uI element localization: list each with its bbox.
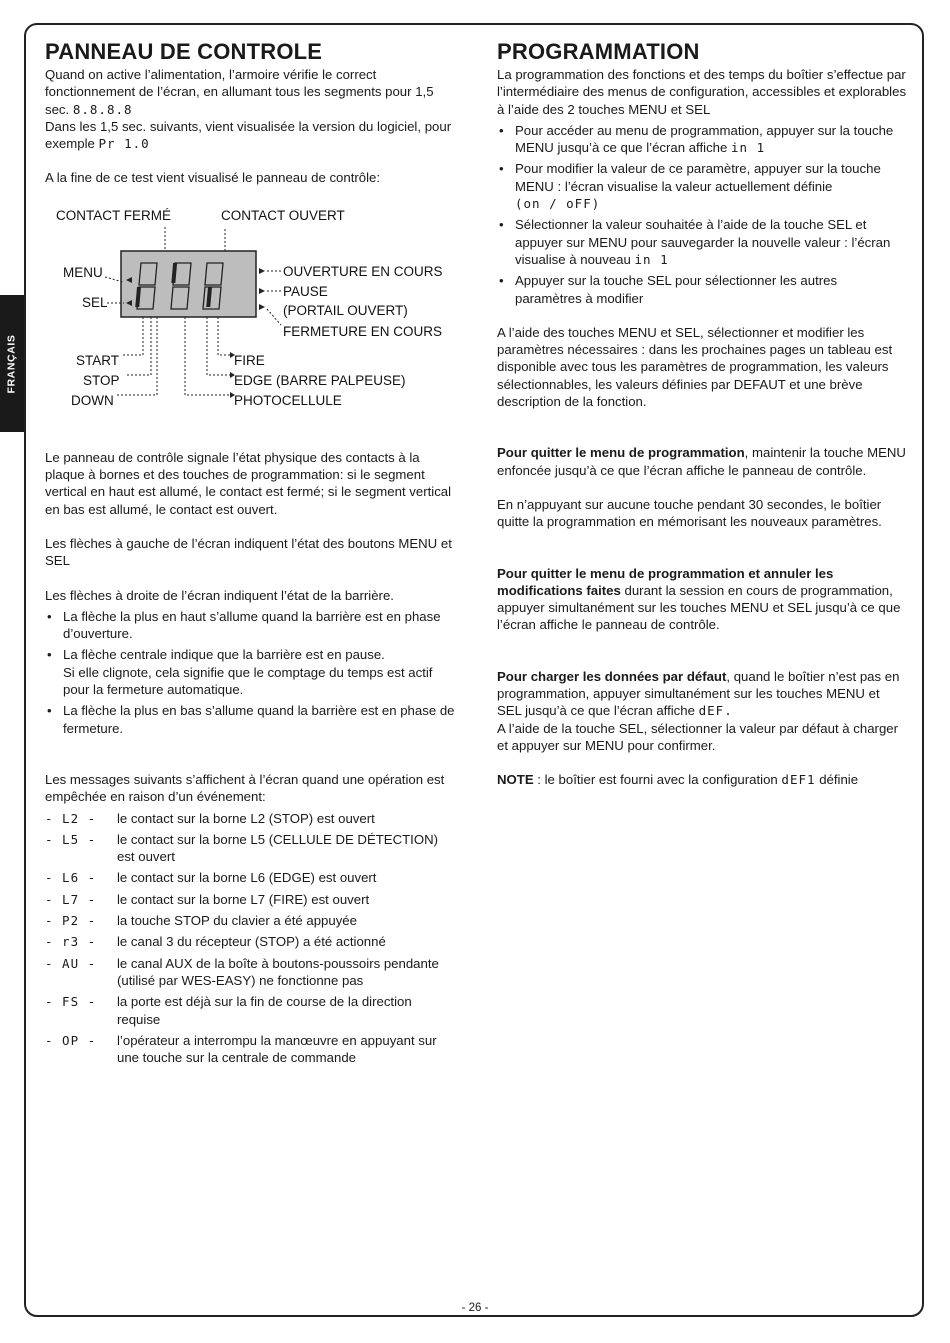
label-menu: MENU <box>63 264 103 280</box>
para-left-arrows: Les flèches à gauche de l’écran indiquent l’état des boutons MENU et SEL <box>45 535 452 569</box>
message-row <box>45 912 455 929</box>
message-code: - L2 - <box>45 810 97 826</box>
message-row <box>45 869 455 886</box>
list-item: • La flèche la plus en haut s’allume quand la barrière est en phase d’ouverture. <box>45 608 455 643</box>
message-text: le canal 3 du récepteur (STOP) a été actionné <box>117 934 386 950</box>
programming-steps <box>497 122 907 307</box>
intro-para-1: Quand on active l’alimentation, l’armoire vérifie le correct fonctionnement de l’écran, en allumant tous les segments pour 1,5 sec. 8.8.8.8 <box>45 67 434 117</box>
message-code: - L7 - <box>45 891 97 907</box>
messages-list <box>45 810 455 1067</box>
message-text: la touche STOP du clavier a été appuyée <box>117 913 357 929</box>
message-code: - OP - <box>45 1032 97 1048</box>
left-column <box>45 38 455 1070</box>
intro-para-3: A la fine de ce test vient visualisé le panneau de contrôle: <box>45 170 381 186</box>
list-item: • Appuyer sur la touche SEL pour sélectionner les autres paramètres à modifier <box>497 272 907 307</box>
label-sel: SEL <box>82 294 108 310</box>
label-contact-ferme: CONTACT FERMÉ <box>56 207 172 223</box>
list-item: • Pour modifier la valeur de ce paramètre, appuyer sur la touche MENU : l’écran visualise la valeur actuellement définie (on / oFF) <box>497 160 907 212</box>
list-item: • Sélectionner la valeur souhaitée à l’aide de la touche SEL et appuyer sur MENU pour sauvegarder la nouvelle valeur : l’écran visualise à nouveau in 1 <box>497 216 907 268</box>
segment-code: in 1 <box>731 140 766 156</box>
language-tab <box>0 295 24 432</box>
label-edge: EDGE (BARRE PALPEUSE) <box>234 372 406 388</box>
message-row <box>45 955 455 990</box>
message-row <box>45 993 455 1028</box>
left-title: PANNEAU DE CONTROLE <box>45 39 323 64</box>
label-start: START <box>76 352 120 368</box>
message-text: le contact sur la borne L7 (FIRE) est ouvert <box>117 891 370 907</box>
right-title: PROGRAMMATION <box>497 39 700 64</box>
para-tables: A l’aide des touches MENU et SEL, sélectionner et modifier les paramètres nécessaires : dans les prochaines pages un tableau est disponible avec tous les paramètres de programmation, les valeurs sélectionnables, les valeurs définies par DEFAUT et une brève description de la fonction. <box>497 324 893 410</box>
label-fermeture: FERMETURE EN COURS <box>283 323 443 339</box>
message-row <box>45 1032 455 1067</box>
para-timeout: En n’appuyant sur aucune touche pendant 30 secondes, le boîtier quitte la programmation en mémorisant les nouveaux paramètres. <box>497 496 882 530</box>
label-photocellule: PHOTOCELLULE <box>234 392 342 408</box>
message-code: - r3 - <box>45 934 97 950</box>
label-down: DOWN <box>71 392 114 408</box>
message-row <box>45 831 455 866</box>
label-pause: PAUSE <box>283 283 328 299</box>
right-column <box>497 38 907 789</box>
page-number: - 26 - <box>461 1302 489 1314</box>
para-contacts: Le panneau de contrôle signale l’état physique des contacts à la plaque à bornes et des touches de programmation: si le segment vertical en haut est allumé, le contact est fermé; si le segment vertical en bas est allumé, le contact est ouvert. <box>45 449 452 517</box>
segment-code: (on / oFF) <box>515 196 601 212</box>
list-item: • La flèche la plus en bas s’allume quand la barrière est en phase de fermeture. <box>45 702 455 737</box>
message-code: - P2 - <box>45 913 97 929</box>
label-contact-ouvert: CONTACT OUVERT <box>221 207 345 223</box>
language-tab-label: FRANÇAIS <box>5 333 18 394</box>
para-quit: Pour quitter le menu de programmation, maintenir la touche MENU enfoncée jusqu’à ce que l’écran affiche le panneau de contrôle. <box>497 445 906 478</box>
message-text: l’opérateur a interrompu la manœuvre en appuyant sur une touche sur la centrale de commande <box>117 1032 437 1066</box>
message-code: - L5 - <box>45 831 97 847</box>
label-portail-ouvert: (PORTAIL OUVERT) <box>283 302 408 318</box>
message-row <box>45 810 455 827</box>
label-ouverture: OUVERTURE EN COURS <box>283 263 443 279</box>
message-text: le contact sur la borne L6 (EDGE) est ouvert <box>117 870 377 886</box>
list-item: • Pour accéder au menu de programmation, appuyer sur la touche MENU jusqu’à ce que l’écran affiche in 1 <box>497 122 907 157</box>
message-text: le contact sur la borne L2 (STOP) est ouvert <box>117 810 375 826</box>
list-item: • La flèche centrale indique que la barrière est en pause. Si elle clignote, cela signifie que le comptage du temps est actif pour la fermeture automatique. <box>45 646 455 698</box>
message-text: la porte est déjà sur la fin de course de la direction requise <box>117 994 412 1027</box>
segment-code: Pr 1.0 <box>98 136 150 152</box>
para-default: Pour charger les données par défaut, quand le boîtier n’est pas en programmation, appuyer simultanément sur les touches MENU et SEL jusqu’à ce que l’écran affiche dEF. A l’aide de la touche SEL, sélectionner la valeur par défaut à charger et appuyer sur MENU pour confirmer. <box>497 668 900 753</box>
arrow-bullets <box>45 608 455 737</box>
programming-intro: La programmation des fonctions et des temps du boîtier s’effectue par l’intermédiaire des menus de configuration, accessibles et explorables à l’aide des 2 touches MENU et SEL <box>497 67 907 117</box>
para-right-arrows: Les flèches à droite de l’écran indiquent l’état de la barrière. <box>45 587 394 603</box>
message-row <box>45 891 455 908</box>
para-cancel: Pour quitter le menu de programmation et annuler les modifications faites durant la session en cours de programmation, appuyer simultanément sur les touches MENU et SEL jusqu’à ce que l’écran affiche le panneau de contrôle. <box>497 565 901 633</box>
messages-intro: Les messages suivants s’affichent à l’écran quand une opération est empêchée en raison d’un événement: <box>45 771 445 805</box>
segment-code: 8.8.8.8 <box>72 101 133 117</box>
message-text: le canal AUX de la boîte à boutons-poussoirs pendante (utilisé par WES-EASY) ne fonctionne pas <box>117 955 439 988</box>
label-stop: STOP <box>83 372 120 388</box>
para-note: NOTE : le boîtier est fourni avec la configuration dEF1 définie <box>497 772 859 788</box>
segment-code: in 1 <box>634 251 669 267</box>
message-code: - FS - <box>45 994 97 1010</box>
segment-code: dEF. <box>698 703 733 719</box>
message-row <box>45 933 455 950</box>
message-code: - L6 - <box>45 870 97 886</box>
message-code: - AU - <box>45 955 97 971</box>
intro-para-2: Dans les 1,5 sec. suivants, vient visualisée la version du logiciel, pour exemple Pr 1.0 <box>45 118 452 152</box>
control-panel-diagram <box>45 207 455 415</box>
label-fire: FIRE <box>234 352 265 368</box>
segment-code: dEF1 <box>781 772 816 788</box>
message-text: le contact sur la borne L5 (CELLULE DE DÉTECTION) est ouvert <box>117 831 439 865</box>
